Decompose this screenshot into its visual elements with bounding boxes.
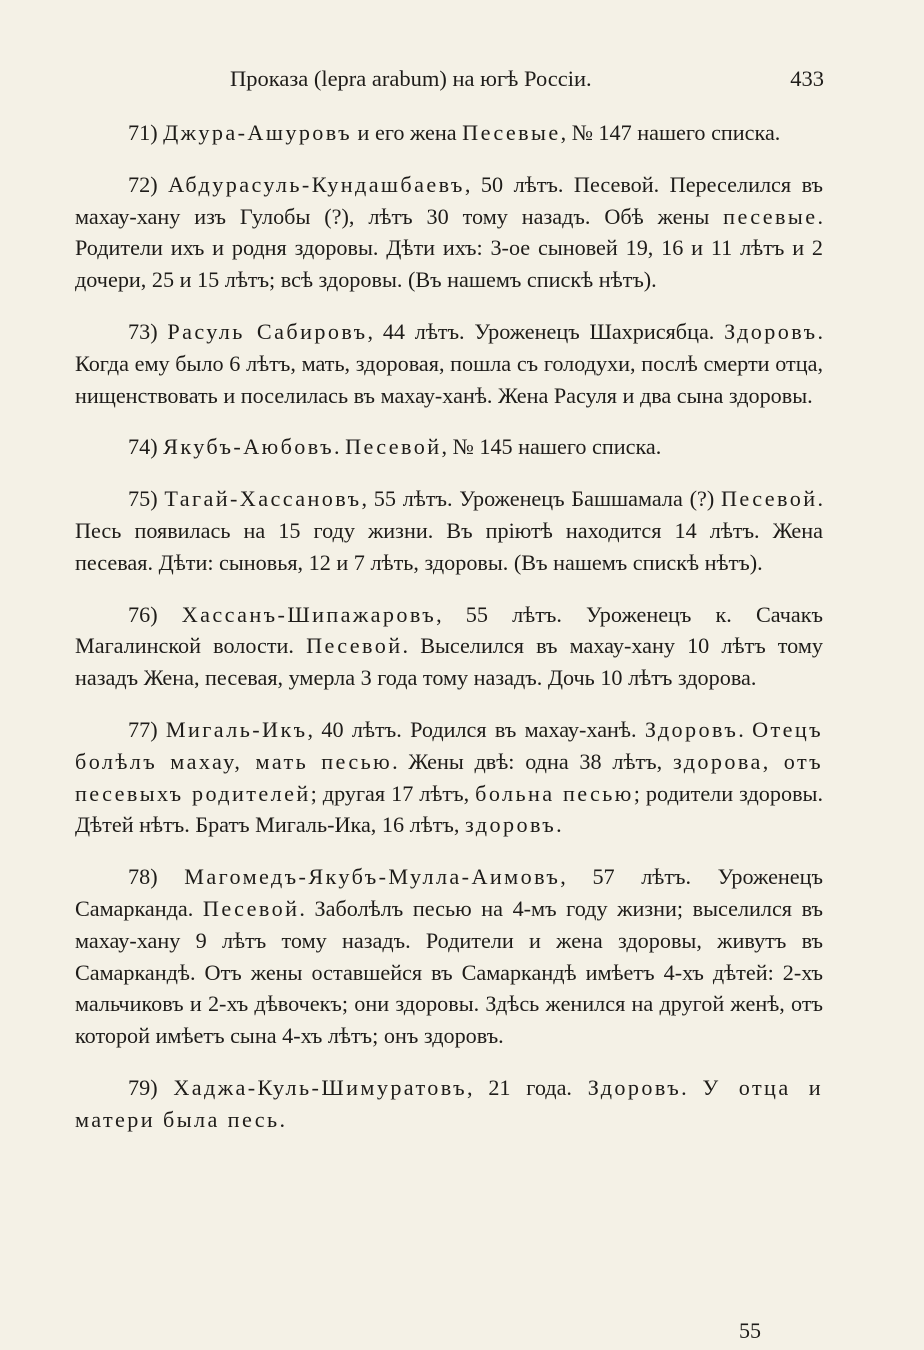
case-entry: [75, 431, 823, 463]
spaced-text: Джура-Ашуровъ: [163, 120, 352, 145]
spaced-text: песевые: [723, 203, 818, 229]
page-number: 433: [790, 66, 824, 91]
entry-text: , 55 лѣтъ. Уроженецъ к. Сачакъ Магалинской волости.: [75, 601, 824, 659]
spaced-text: здорова, отъ песевыхъ родителей: [75, 748, 823, 806]
entry-text: , 44 лѣтъ. Уроженецъ Шахрисябца.: [367, 318, 725, 344]
entry-text: , 40 лѣтъ. Родился въ махау-ханѣ.: [307, 716, 645, 742]
entry-text: 76): [128, 601, 182, 627]
entry-text: . Жены двѣ: одна 38 лѣтъ,: [392, 748, 673, 774]
entry-text: . Родители ихъ и родня здоровы. Дѣти ихъ: 3-ое сыновей 19, 16 и 11 лѣтъ и 2 дочери, 25 и 15 лѣтъ; всѣ здоровы. (Въ нашемъ спискѣ нѣтъ).: [75, 203, 823, 293]
spaced-text: Песевые: [462, 120, 561, 145]
entry-text: . Выселился въ махау-хану 10 лѣтъ тому назадъ Жена, песевая, умерла 3 года тому назадъ. Дочь 10 лѣтъ здорова.: [75, 633, 823, 691]
entry-text: . Заболѣлъ песью на 4-мъ году жизни; выселился въ махау-хану 9 лѣтъ тому назадъ. Родители и жена здоровы, живутъ въ Самаркандѣ. Отъ жены оставшейся въ Самаркандѣ имѣетъ 4-хъ дѣтей: 2-хъ мальчиковъ и 2-хъ дѣвочекъ; они здоровы. Здѣсь женился на другой женѣ, отъ которой имѣетъ сына 4-хъ лѣтъ; онъ здоровъ.: [75, 895, 823, 1049]
spaced-text: Расуль Сабировъ: [167, 318, 368, 344]
spaced-text: Абдурасуль-Кундашбаевъ: [168, 171, 465, 197]
spaced-text: Магомедъ-Якубъ-Мулла-Аимовъ: [184, 864, 561, 890]
case-entry: [75, 861, 823, 1052]
spaced-text: Песевой: [306, 633, 403, 659]
entry-text: , № 147 нашего списка.: [560, 120, 781, 145]
entry-text: 71): [128, 120, 164, 145]
entry-text: .: [333, 434, 346, 460]
entry-text: , 55 лѣтъ. Уроженецъ Башшамала (?): [361, 486, 721, 512]
running-title: Проказа (lepra arabum) на югѣ Россіи.: [230, 66, 592, 91]
case-entry: [75, 599, 823, 694]
case-entry: [75, 117, 823, 149]
case-entry: [75, 483, 823, 578]
spaced-text: Отецъ болѣлъ махау, мать песью: [75, 716, 824, 774]
spaced-text: Хаджа-Куль-Шимуратовъ: [173, 1074, 467, 1100]
entry-text: . Когда ему было 6 лѣтъ, мать, здоровая, пошла съ голодухи, послѣ смерти отца, нищенствовать и поселилась въ махау-ханѣ. Жена Расуля и два сына здоровы.: [75, 318, 823, 408]
entry-text: .: [556, 812, 562, 838]
spaced-text: Якубъ-Аюбовъ: [163, 434, 334, 460]
case-entry: [75, 169, 823, 296]
case-list: [75, 117, 823, 1156]
spaced-text: Мигаль-Икъ: [165, 716, 308, 742]
entry-text: ; другая 17 лѣтъ,: [310, 780, 476, 806]
entry-text: 77): [128, 716, 166, 742]
spaced-text: Здоровъ: [724, 318, 818, 344]
entry-text: 79): [128, 1074, 174, 1100]
entry-text: , 57 лѣтъ. Уроженецъ Самарканда.: [75, 864, 824, 921]
entry-text: 74): [128, 434, 164, 460]
spaced-text: Здоровъ: [644, 716, 739, 742]
entry-text: 78): [128, 864, 185, 890]
spaced-text: Тагай-Хассановъ: [164, 486, 362, 512]
spaced-text: Здоровъ: [587, 1074, 682, 1100]
entry-text: и его жена: [352, 120, 463, 145]
entry-text: .: [279, 1106, 286, 1132]
entry-text: . Песь появилась на 15 году жизни. Въ пріютѣ находится 14 лѣтъ. Жена песевая. Дѣти: сыновья, 12 и 7 лѣть, здоровы. (Въ нашемъ спискѣ нѣтъ).: [75, 486, 824, 575]
signature-mark: 55: [739, 1318, 761, 1343]
entry-text: .: [681, 1074, 703, 1100]
spaced-text: здоровъ: [465, 812, 557, 838]
entry-text: .: [738, 716, 753, 742]
spaced-text: Хассанъ-Шипажаровъ: [181, 601, 437, 627]
entry-text: 73): [128, 318, 168, 344]
entry-text: , 21 года.: [466, 1074, 588, 1100]
case-entry: [75, 316, 823, 411]
entry-text: 75): [128, 486, 165, 512]
entry-text: , № 145 нашего списка.: [441, 434, 662, 460]
entry-text: , 50 лѣтъ. Песевой. Переселился въ махау-хану изъ Гулобы (?), лѣтъ 30 тому назадъ. Обѣ жены: [75, 171, 823, 229]
entry-text: ; родители здоровы. Дѣтей нѣтъ. Братъ Мигаль-Ика, 16 лѣтъ,: [75, 780, 823, 838]
case-entry: [75, 1072, 823, 1136]
spaced-text: Песевой: [345, 434, 442, 460]
entry-text: 72): [128, 171, 169, 197]
spaced-text: больна песью: [475, 780, 634, 806]
spaced-text: Песевой: [720, 486, 818, 512]
spaced-text: Песевой: [202, 895, 300, 921]
case-entry: [75, 714, 823, 841]
spaced-text: У отца и матери была песь: [75, 1074, 824, 1132]
